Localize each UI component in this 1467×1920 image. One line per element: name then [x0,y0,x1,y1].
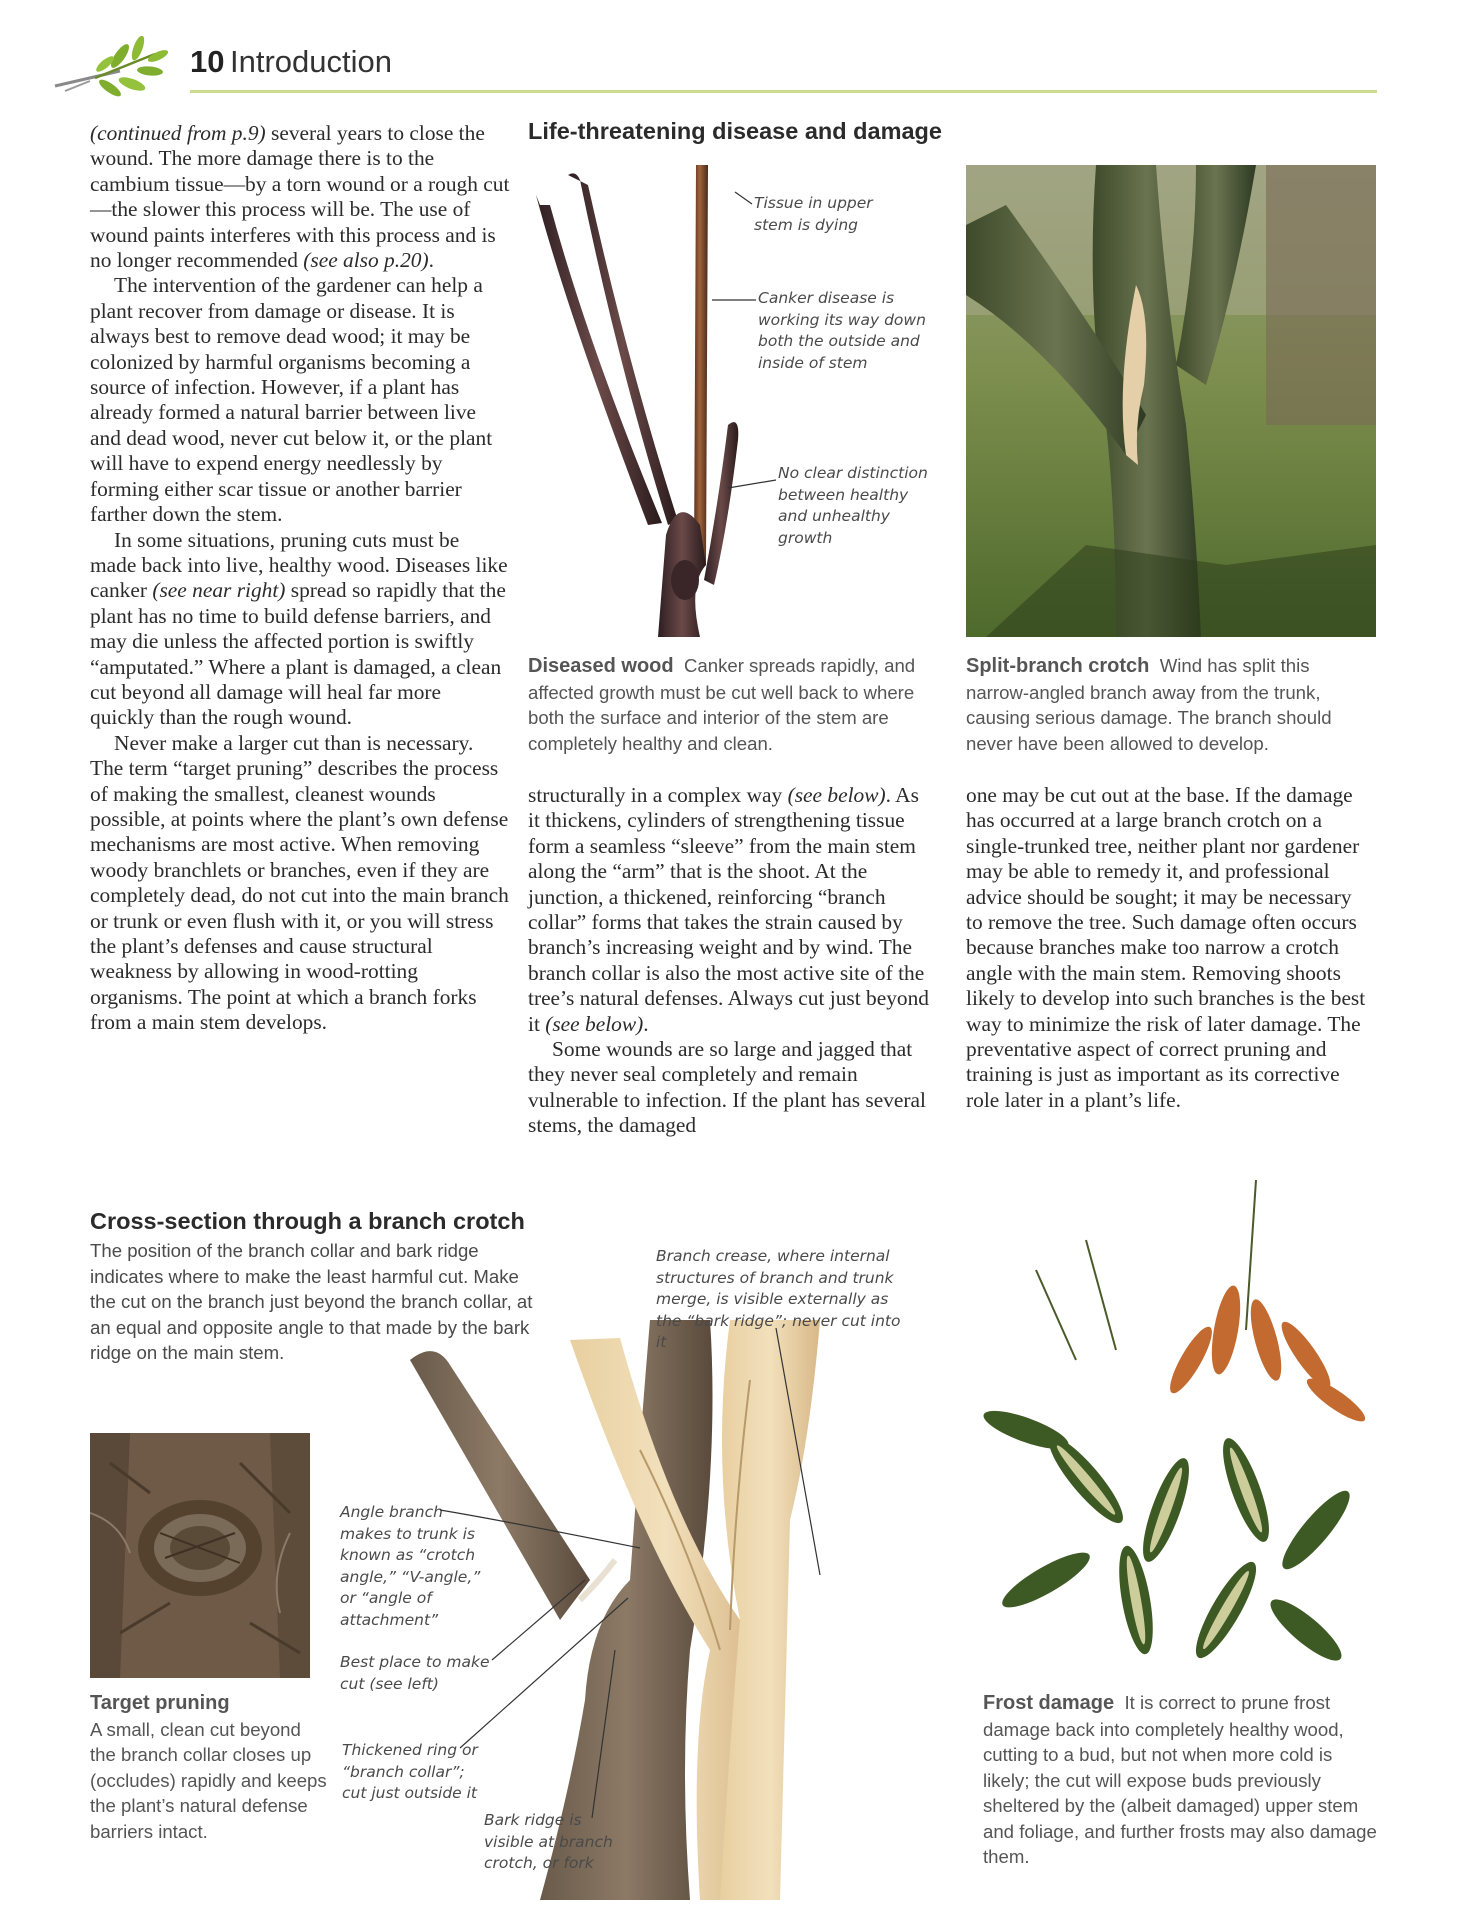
caption-split-branch: Split-branch crotch Wind has split this narrow-angled branch away from the trunk, causing serious damage. The branch should never have been allowed to develop. [966,655,1332,754]
annotation-bark-ridge: Bark ridge is visible at branch crotch, or fork [484,1811,613,1872]
column-3-text [966,783,1371,1113]
caption-diseased-wood: Diseased wood Canker spreads rapidly, and affected growth must be cut well back to where both the surface and interior of the stem are completely healthy and clean. [528,655,916,754]
col1-paragraph-1: (continued from p.9) several years to close the wound. The more damage there is to the cambium tissue—by a torn wound or a rough cut—the slower this process will be. The use of wound paints interferes with this process and is no longer recommended (see also p.20). [90,121,510,273]
annotation-branch-collar: Thickened ring or “branch collar”; cut just outside it [342,1741,478,1802]
column-1-text [90,121,510,1036]
col2-paragraph-1: structurally in a complex way (see below). As it thickens, cylinders of strengthening tissue form a seamless “sleeve” from the main stem along the “arm” that is the shoot. At the junction, a thickened, reinforcing “branch collar” forms that takes the strain caused by branch’s increasing weight and by wind. The branch collar is also the most active site of the tree’s natural defenses. Always cut just beyond it (see below). [528,783,929,1036]
cross-section-intro: The position of the branch collar and bark ridge indicates where to make the least harmful cut. Make the cut on the branch just beyond the branch collar, at an equal and opposite angle to that made by the bark ridge on the main stem. [90,1240,533,1363]
frost-damage-photo [966,1180,1378,1675]
annotation-canker-disease: Canker disease is working its way down both the outside and inside of stem [758,289,926,372]
col2-paragraph-2: Some wounds are so large and jagged that they never seal completely and remain vulnerable to infection. If the plant has several stems, the damaged [528,1037,926,1138]
page-number: 10 [190,44,225,79]
col3-paragraph-1: one may be cut out at the base. If the damage has occurred at a large branch crotch on a single-trunked tree, neither plant nor gardener may be able to remedy it, and professional advice should be sought; it may be necessary to remove the tree. Such damage often occurs because branches make too narrow a crotch angle with the main stem. Removing shoots likely to develop into such branches is the best way to minimize the risk of later damage. The preventative aspect of correct pruning and training is just as important as its corrective role later in a plant’s life. [966,783,1366,1112]
diseased-wood-photo [528,165,768,637]
caption-frost-damage: Frost damage It is correct to prune frost damage back into completely healthy wood, cutting to a bud, but not when more cold is likely; the cut will expose buds previously sheltered by the (albeit damaged) upper stem and foliage, and further frosts may also damage them. [983,1692,1377,1867]
section-heading-cross-section: Cross-section through a branch crotch [90,1208,525,1234]
annotation-no-distinction: No clear distinction between healthy and unhealthy growth [778,464,928,547]
annotation-tissue-dying: Tissue in upper stem is dying [754,194,873,234]
annotation-branch-crease: Branch crease, where internal structures of branch and trunk merge, is visible externally as the “bark ridge”; never cut into it [656,1247,901,1351]
annotation-best-cut: Best place to make cut (see left) [340,1653,490,1693]
section-heading-disease: Life-threatening disease and damage [528,118,942,144]
column-2-text [528,783,933,1139]
leaf-sprig-icon [50,36,170,106]
header-rule [190,90,1377,93]
caption-target-pruning: Target pruning A small, clean cut beyond the branch collar closes up (occludes) rapidly and keeps the plant’s natural defense barriers intact. [90,1692,327,1842]
target-pruning-photo [90,1433,310,1678]
col1-paragraph-4: Never make a larger cut than is necessary. The term “target pruning” describes the process of making the smallest, cleanest wounds possible, at points where the plant’s own defense mechanisms are most active. When removing woody branchlets or branches, even if they are completely dead, do not cut into the main branch or trunk or even flush with it, or you will stress the plant’s defenses and cause structural weakness by allowing in wood-rotting organisms. The point at which a branch forks from a main stem develops. [90,730,509,1035]
annotation-crotch-angle: Angle branch makes to trunk is known as “crotch angle,” “V-angle,” or “angle of attachment” [340,1503,481,1629]
col1-paragraph-3: In some situations, pruning cuts must be made back into live, healthy wood. Diseases like canker (see near right) spread so rapidly that the plant has no time to build defense barriers, and may die unless the affected portion is swiftly “amputated.” Where a plant is damaged, a clean cut beyond all damage will heal far more quickly than the rough wound. [90,527,508,730]
split-branch-photo [966,165,1376,637]
col1-paragraph-2: The intervention of the gardener can help a plant recover from damage or disease. It is always best to remove dead wood; it may be colonized by harmful organisms becoming a source of infection. However, if a plant has already formed a natural barrier between live and dead wood, never cut below it, or the plant will have to expend energy needlessly by forming either scar tissue or another barrier farther down the stem. [90,273,493,527]
page-title: Introduction [230,44,392,79]
